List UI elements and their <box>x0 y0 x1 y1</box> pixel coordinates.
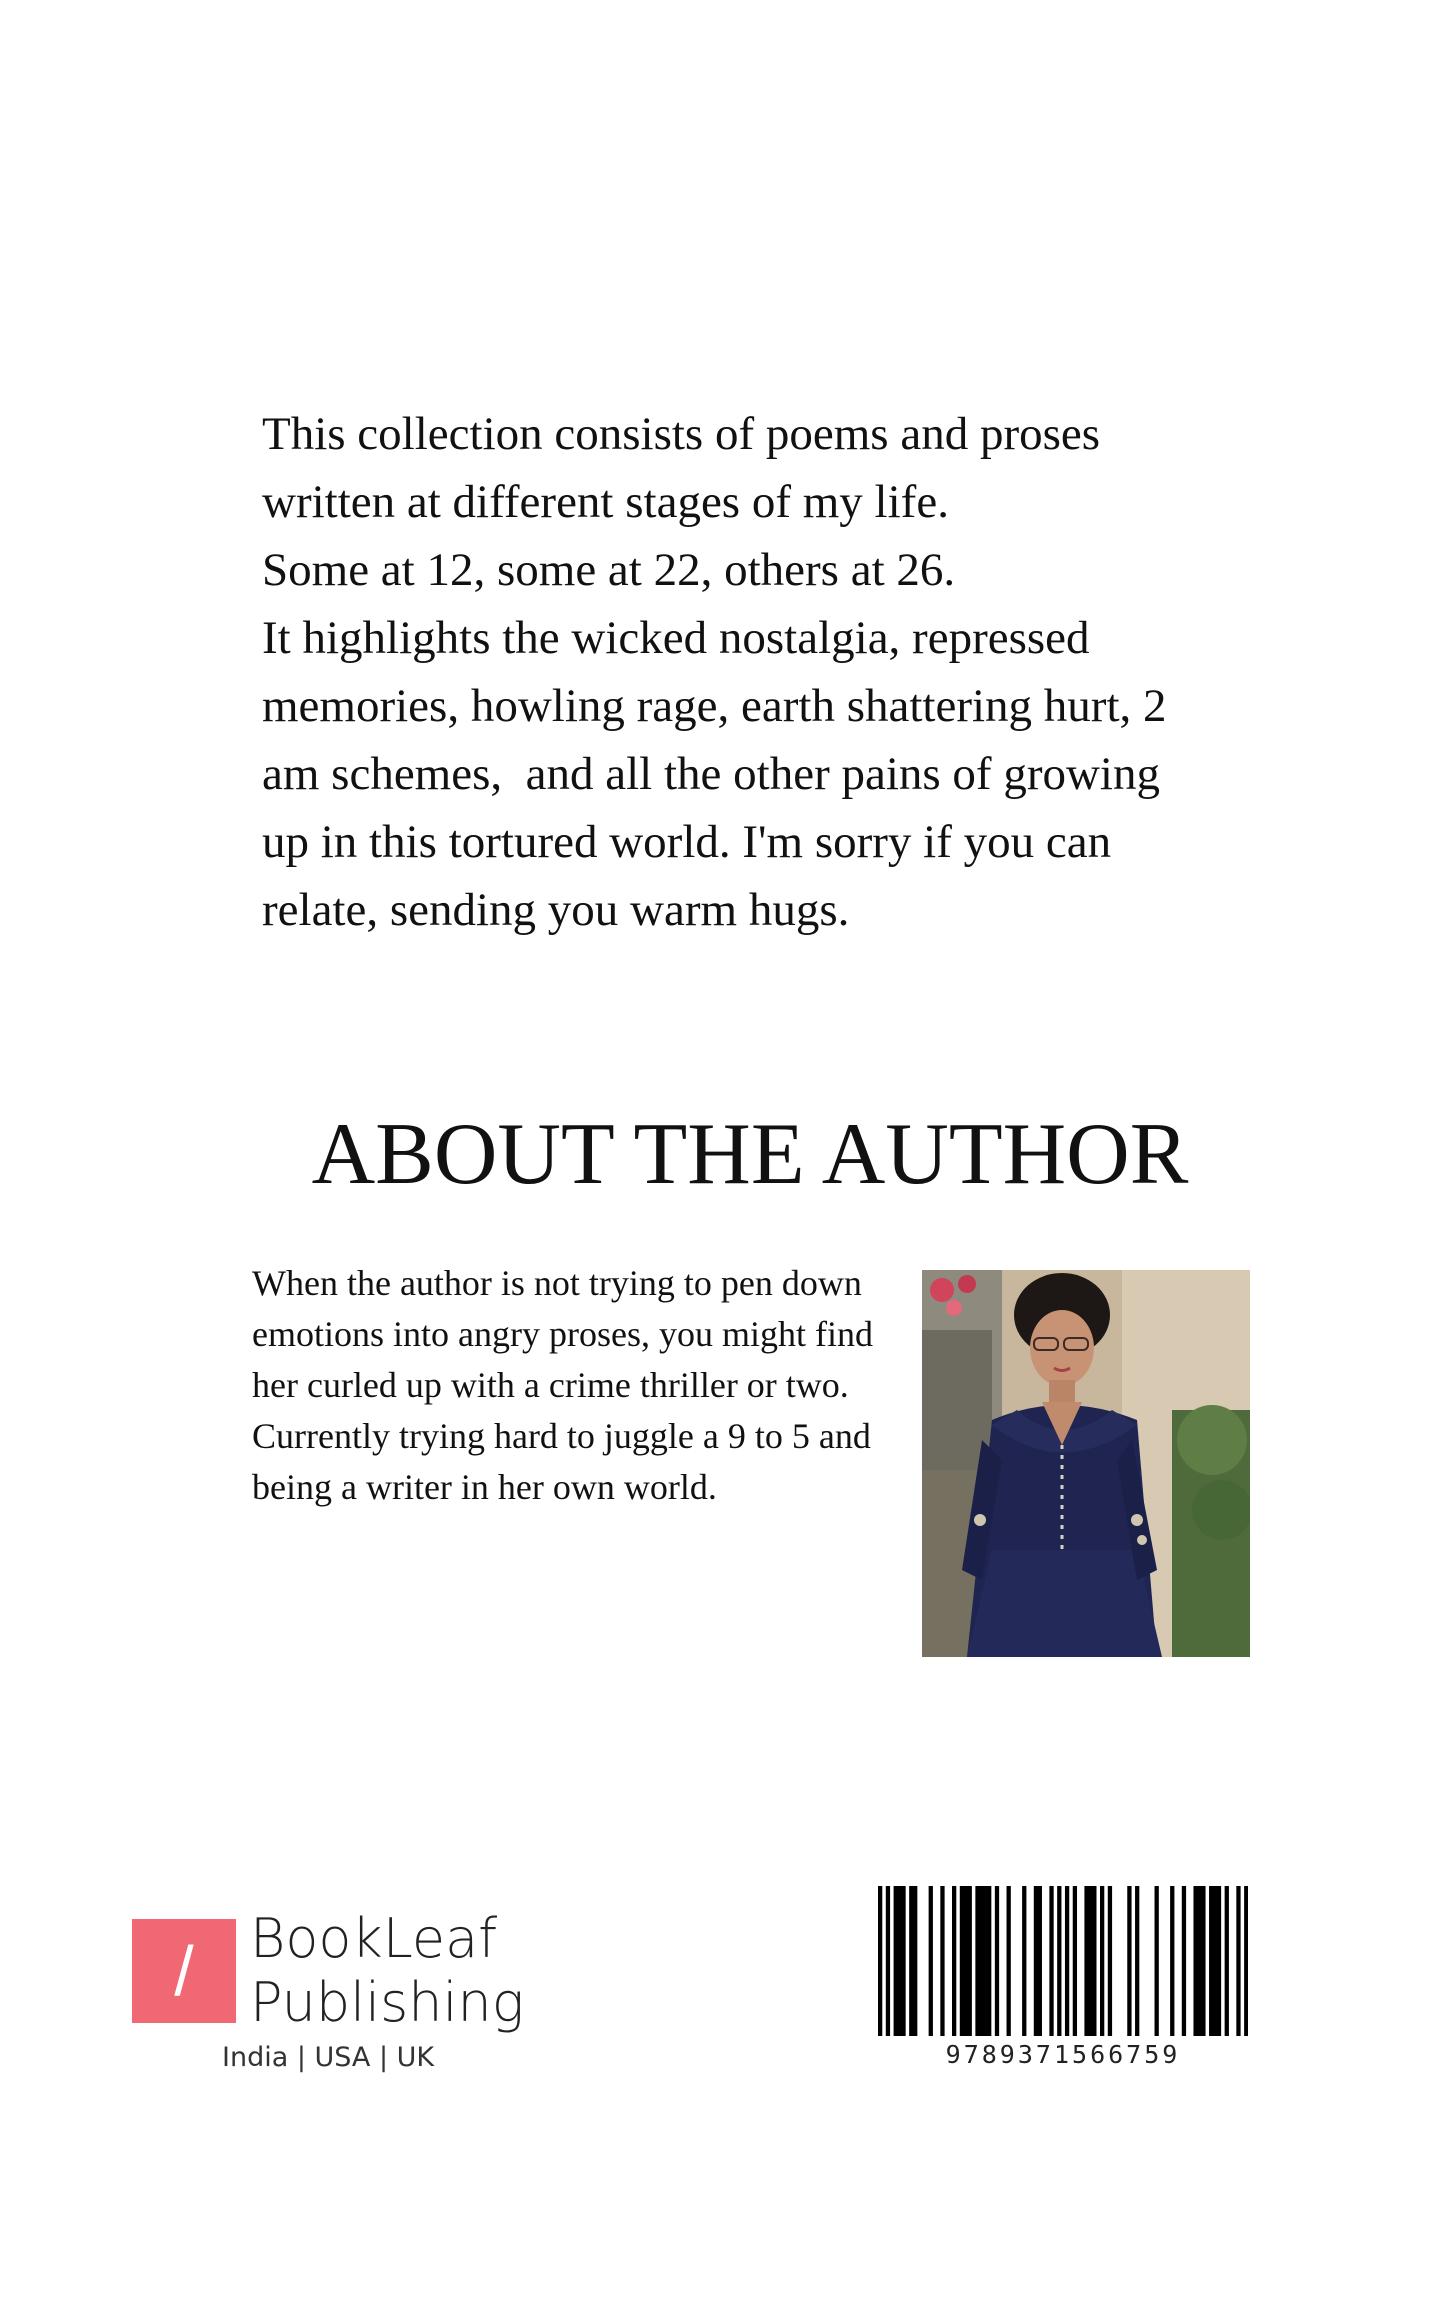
barcode-bar <box>1108 1886 1112 2036</box>
bio-line: being a writer in her own world. <box>252 1467 717 1507</box>
barcode-bar <box>1217 1886 1221 2036</box>
barcode-bar <box>960 1886 964 2036</box>
barcode-bar <box>1088 1886 1092 2036</box>
barcode-bar <box>1038 1886 1042 2036</box>
bio-line: When the author is not trying to pen down <box>252 1263 862 1303</box>
about-author-heading: ABOUT THE AUTHOR <box>311 1106 1189 1203</box>
publisher-name <box>250 1907 524 2035</box>
barcode-bar <box>983 1886 987 2036</box>
barcode-bar <box>897 1886 901 2036</box>
bio-line: her curled up with a crime thriller or two. <box>252 1365 849 1405</box>
barcode-bar <box>1170 1886 1174 2036</box>
barcode-bar <box>913 1886 917 2036</box>
barcode-bar <box>1213 1886 1217 2036</box>
barcode-bar <box>1092 1886 1096 2036</box>
barcode-bar <box>1057 1886 1061 2036</box>
barcode-bar <box>1236 1886 1240 2036</box>
barcode-bar <box>1244 1886 1248 2036</box>
blurb-line: am schemes, and all the other pains of growing <box>262 748 1160 800</box>
blurb-line: memories, howling rage, earth shattering hurt, 2 <box>262 680 1167 732</box>
publisher-logo <box>132 1907 552 2080</box>
book-blurb <box>262 400 1282 944</box>
barcode-bar <box>1155 1886 1159 2036</box>
barcode-bar <box>1182 1886 1186 2036</box>
barcode-bar <box>1135 1886 1139 2036</box>
barcode-bar <box>878 1886 882 2036</box>
blurb-line: It highlights the wicked nostalgia, repressed <box>262 612 1090 664</box>
barcode-bar <box>1022 1886 1026 2036</box>
isbn-number: 9789371566759 <box>945 2040 1181 2069</box>
barcode-bar <box>1073 1886 1077 2036</box>
bio-line: emotions into angry proses, you might find <box>252 1314 873 1354</box>
barcode-bar <box>1193 1886 1197 2036</box>
barcode-bar <box>1225 1886 1229 2036</box>
barcode-bar <box>1197 1886 1201 2036</box>
barcode-bar <box>929 1886 933 2036</box>
blurb-line: This collection consists of poems and proses <box>262 408 1101 460</box>
barcode-bar <box>1034 1886 1038 2036</box>
barcode-bar <box>975 1886 979 2036</box>
barcode-bar <box>964 1886 968 2036</box>
barcode-bar <box>1201 1886 1205 2036</box>
barcode-bar <box>894 1886 898 2036</box>
blurb-line: relate, sending you warm hugs. <box>262 884 850 936</box>
barcode-bar <box>1065 1886 1069 2036</box>
barcode-bar <box>995 1886 999 2036</box>
slash-icon: / <box>174 1932 194 2010</box>
publisher-name-line: BookLeaf <box>250 1907 498 1970</box>
barcode-bar <box>968 1886 972 2036</box>
barcode-bar <box>1049 1886 1053 2036</box>
barcode-bar <box>940 1886 944 2036</box>
barcode-bar <box>1209 1886 1213 2036</box>
barcode-bar <box>901 1886 905 2036</box>
blurb-line: written at different stages of my life. <box>262 476 949 528</box>
barcode-bar <box>1100 1886 1104 2036</box>
barcode-bar <box>1007 1886 1011 2036</box>
blurb-line: up in this tortured world. I'm sorry if you can <box>262 816 1112 868</box>
barcode-bar <box>1084 1886 1088 2036</box>
publisher-logo-mark <box>132 1919 236 2023</box>
barcode-bar <box>886 1886 890 2036</box>
author-bio <box>252 1258 932 1513</box>
barcode-bar <box>987 1886 991 2036</box>
barcode-bar <box>1127 1886 1131 2036</box>
barcode-bar <box>952 1886 956 2036</box>
barcode-bar <box>979 1886 983 2036</box>
publisher-regions: India | USA | UK <box>222 2042 435 2073</box>
author-photo <box>922 1270 1250 1657</box>
publisher-name-line: Publishing <box>250 1971 525 2034</box>
blurb-line: Some at 12, some at 22, others at 26. <box>262 544 956 596</box>
bio-line: Currently trying hard to juggle a 9 to 5 and <box>252 1416 871 1456</box>
barcode-bar <box>909 1886 913 2036</box>
